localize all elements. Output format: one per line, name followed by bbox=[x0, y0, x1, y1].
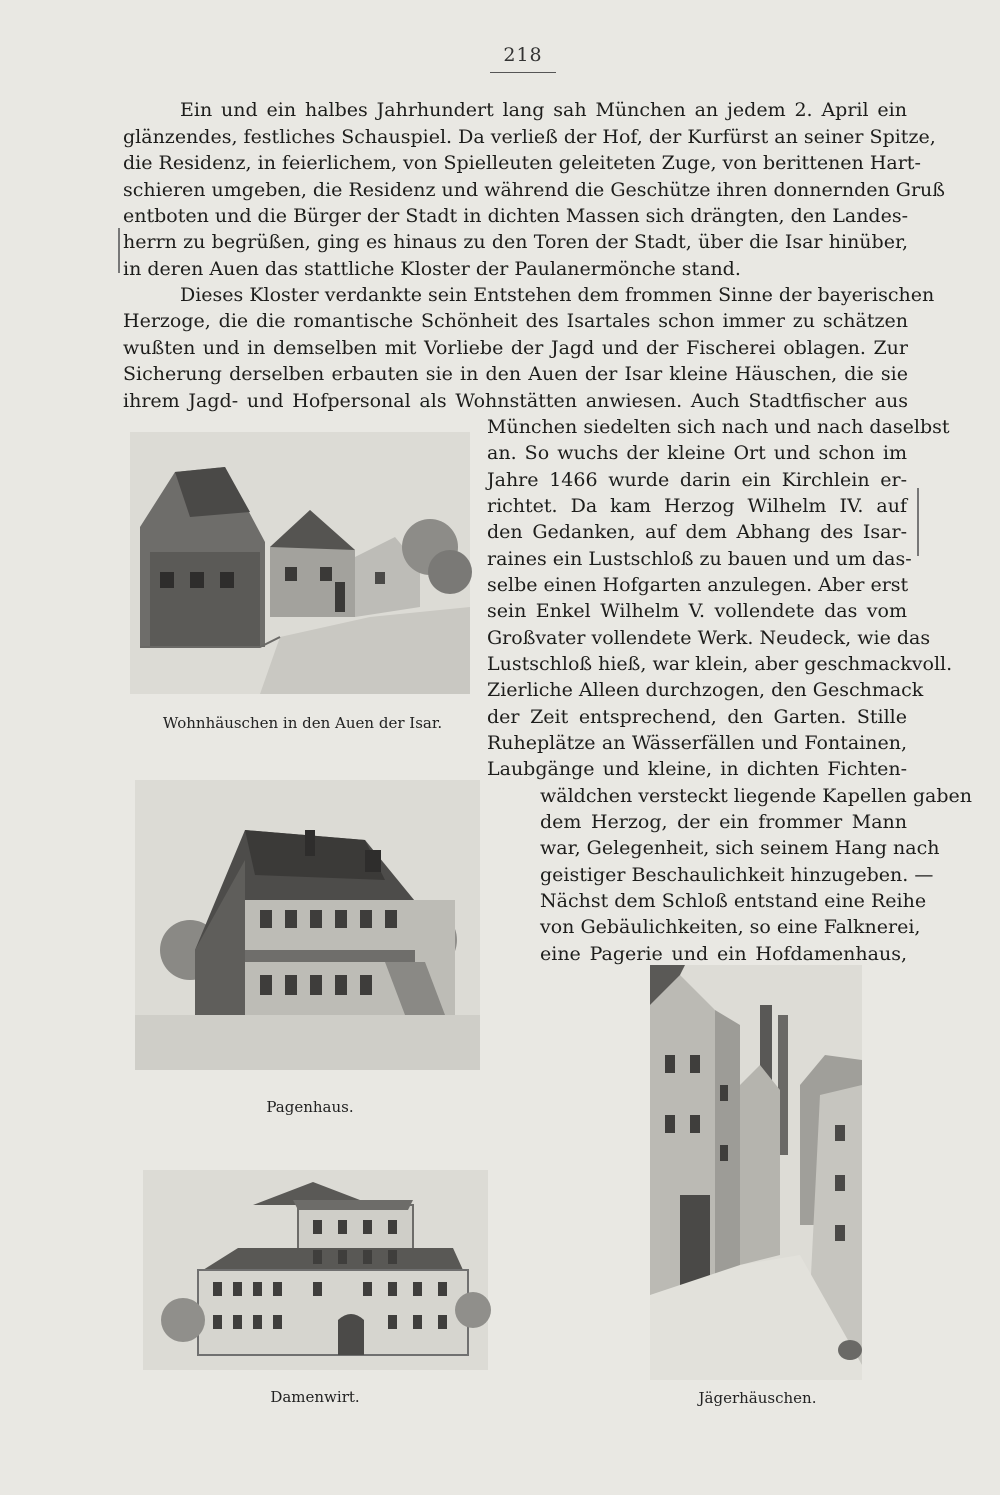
caption-jaegerhaeuschen: Jägerhäuschen. bbox=[698, 1389, 817, 1407]
text-line: der Zeit entsprechend, den Garten. Stille bbox=[487, 706, 907, 728]
text-line: entboten und die Bürger der Stadt in dichten Massen sich drängten, den Landes- bbox=[123, 205, 909, 227]
text-line: richtet. Da kam Herzog Wilhelm IV. auf bbox=[487, 495, 907, 517]
text-line: in deren Auen das stattliche Kloster der Paulanermönche stand. bbox=[123, 258, 741, 280]
text-line: Großvater vollendete Werk. Neudeck, wie das bbox=[487, 627, 931, 649]
text-line: an. So wuchs der kleine Ort und schon im bbox=[487, 442, 907, 464]
text-line: glänzendes, festliches Schauspiel. Da verließ der Hof, der Kurfürst an seiner Spitze, bbox=[123, 126, 936, 148]
text-line: Laubgänge und kleine, in dichten Fichten- bbox=[487, 758, 907, 780]
text-line: München siedelten sich nach und nach daselbst bbox=[487, 416, 950, 438]
page-number-rule bbox=[490, 72, 556, 73]
text-line: herrn zu begrüßen, ging es hinaus zu den Toren der Stadt, über die Isar hinüber, bbox=[123, 231, 908, 253]
text-line: den Gedanken, auf dem Abhang des Isar- bbox=[487, 521, 907, 543]
page-number: 218 bbox=[503, 44, 543, 66]
text-line: die Residenz, in feierlichem, von Spielleuten geleiteten Zuge, von berittenen Hart- bbox=[123, 152, 921, 174]
margin-mark bbox=[118, 228, 120, 273]
text-line: Ruheplätze an Wässerfällen und Fontainen, bbox=[487, 732, 907, 754]
text-line: war, Gelegenheit, sich seinem Hang nach bbox=[540, 837, 940, 859]
text-line: Sicherung derselben erbauten sie in den Auen der Isar kleine Häuschen, die sie bbox=[123, 363, 908, 385]
text-line: wäldchen versteckt liegende Kapellen gaben bbox=[540, 785, 972, 807]
text-line: eine Pagerie und ein Hofdamenhaus, bbox=[540, 943, 907, 965]
illustration-damenwirt bbox=[143, 1170, 488, 1370]
illustration-jaegerhaeuschen bbox=[650, 965, 862, 1380]
caption-wohnhaeuschen: Wohnhäuschen in den Auen der Isar. bbox=[162, 714, 443, 732]
illustration-wohnhaeuschen bbox=[130, 432, 470, 694]
text-line: schieren umgeben, die Residenz und während die Geschütze ihren donnernden Gruß bbox=[123, 179, 945, 201]
text-line: Jahre 1466 wurde darin ein Kirchlein er- bbox=[487, 469, 907, 491]
text-line: raines ein Lustschloß zu bauen und um das- bbox=[487, 548, 912, 570]
text-line: von Gebäulichkeiten, so eine Falknerei, bbox=[540, 916, 921, 938]
illustration-pagenhaus bbox=[135, 780, 480, 1070]
text-line: Nächst dem Schloß entstand eine Reihe bbox=[540, 890, 927, 912]
text-line: sein Enkel Wilhelm V. vollendete das vom bbox=[487, 600, 907, 622]
text-line: geistiger Beschaulichkeit hinzugeben. — bbox=[540, 864, 934, 886]
text-line: ihrem Jagd- und Hofpersonal als Wohnstätten anwiesen. Auch Stadtfischer aus bbox=[123, 390, 908, 412]
margin-mark bbox=[917, 488, 919, 556]
text-line: selbe einen Hofgarten anzulegen. Aber erst bbox=[487, 574, 909, 596]
text-line: Dieses Kloster verdankte sein Entstehen dem frommen Sinne der bayerischen bbox=[180, 284, 935, 306]
text-line: Zierliche Alleen durchzogen, den Geschmack bbox=[487, 679, 924, 701]
caption-damenwirt: Damenwirt. bbox=[270, 1388, 360, 1406]
text-line: dem Herzog, der ein frommer Mann bbox=[540, 811, 907, 833]
caption-pagenhaus: Pagenhaus. bbox=[266, 1098, 354, 1116]
text-line: wußten und in demselben mit Vorliebe der Jagd und der Fischerei oblagen. Zur bbox=[123, 337, 908, 359]
text-line: Ein und ein halbes Jahrhundert lang sah München an jedem 2. April ein bbox=[180, 99, 907, 121]
text-line: Herzoge, die die romantische Schönheit des Isartales schon immer zu schätzen bbox=[123, 310, 908, 332]
text-line: Lustschloß hieß, war klein, aber geschmackvoll. bbox=[487, 653, 953, 675]
